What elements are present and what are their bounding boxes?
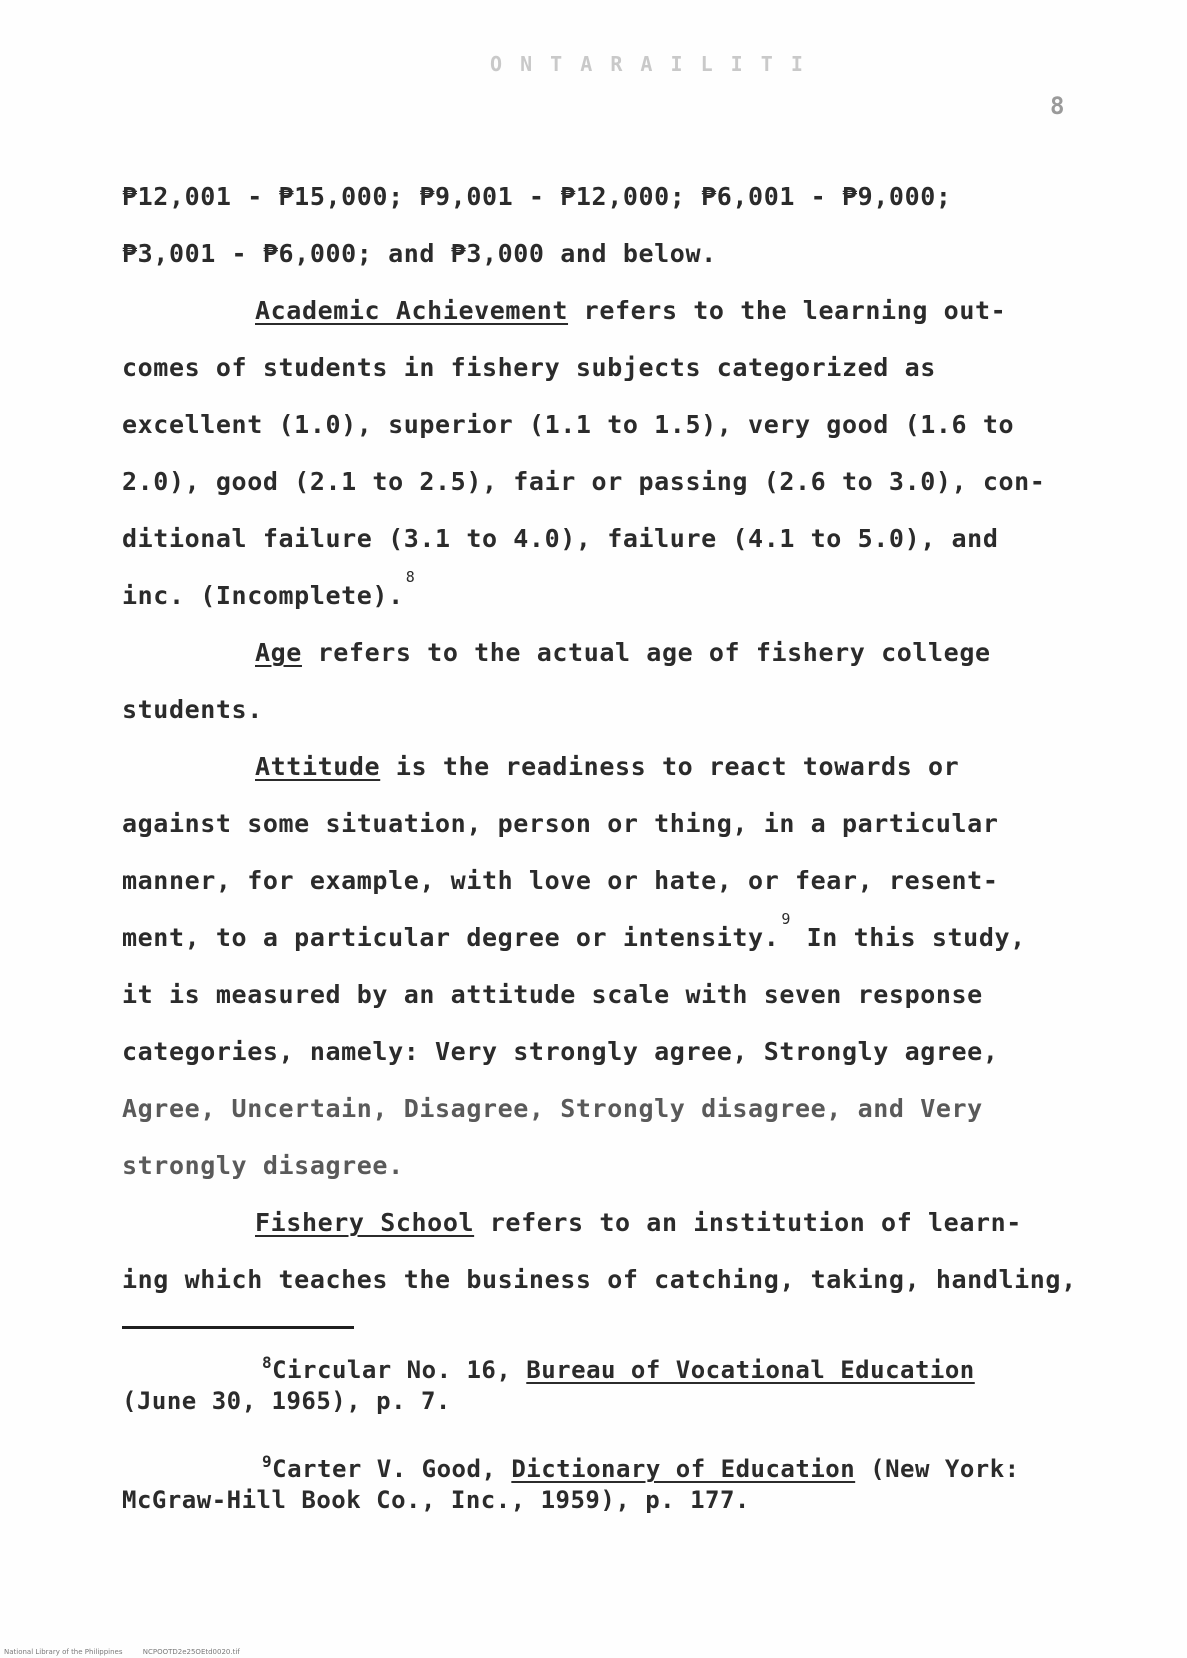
footer-library: National Library of the Philippines <box>4 1648 123 1656</box>
definition-age: Age refers to the actual age of fishery college <box>255 638 991 667</box>
text-line: categories, namely: Very strongly agree, Strongly agree, <box>122 1037 999 1066</box>
footnote-8: $^8$Circular No. 16, Bureau of Vocational Education <box>262 1353 975 1384</box>
text-line: inc. (Incomplete).$^8$ <box>122 568 416 610</box>
footnote-ref-8: 8 <box>405 568 416 586</box>
term-attitude: Attitude <box>255 752 381 781</box>
definition-fishery-school: Fishery School refers to an institution of learn- <box>255 1208 1022 1237</box>
footnote-9: $^9$Carter V. Good, Dictionary of Education (New York: <box>262 1452 1020 1483</box>
text-line: ing which teaches the business of catching, taking, handling, <box>122 1265 1077 1294</box>
term-academic-achievement: Academic Achievement <box>255 296 569 325</box>
text-line: excellent (1.0), superior (1.1 to 1.5), very good (1.6 to <box>122 410 1015 439</box>
definition-academic-achievement: Academic Achievement refers to the learning out- <box>255 296 1007 325</box>
page-number: 8 <box>1050 92 1065 120</box>
text-line: students. <box>122 695 263 724</box>
text-line: against some situation, person or thing, in a particular <box>122 809 999 838</box>
body-text <box>122 168 1082 1308</box>
text-line: comes of students in fishery subjects categorized as <box>122 353 936 382</box>
footnote-8-title: Bureau of Vocational Education <box>526 1356 975 1384</box>
footnote-9-cont: McGraw-Hill Book Co., Inc., 1959), p. 177. <box>122 1486 750 1514</box>
text-line: Agree, Uncertain, Disagree, Strongly disagree, and Very <box>122 1094 983 1123</box>
footnote-ref-9: 9 <box>781 910 791 928</box>
text-line: ₱3,001 - ₱6,000; and ₱3,000 and below. <box>122 239 717 268</box>
text-line: ment, to a particular degree or intensity.$^9$ In this study, <box>122 910 1026 952</box>
text-line: ₱12,001 - ₱15,000; ₱9,001 - ₱12,000; ₱6,001 - ₱9,000; <box>122 182 952 211</box>
text-line: manner, for example, with love or hate, or fear, resent- <box>122 866 999 895</box>
text-line: ditional failure (3.1 to 4.0), failure (4.1 to 5.0), and <box>122 524 999 553</box>
footnote-9-title: Dictionary of Education <box>511 1455 856 1483</box>
text-line: strongly disagree. <box>122 1151 404 1180</box>
footnote-8-cont: (June 30, 1965), p. 7. <box>122 1387 451 1415</box>
footnote-divider <box>122 1326 354 1329</box>
text-line: it is measured by an attitude scale with seven response <box>122 980 983 1009</box>
footnote-spacer <box>122 1415 1082 1455</box>
term-age: Age <box>255 638 302 667</box>
scan-footer <box>4 1648 258 1656</box>
footer-file-id: NCPOOTD2e25OEtd0020.tif <box>142 1648 240 1656</box>
footnotes <box>122 1353 1082 1514</box>
faint-stamp: O N T A R A I L I T I <box>490 52 806 76</box>
text-line: 2.0), good (2.1 to 2.5), fair or passing (2.6 to 3.0), con- <box>122 467 1046 496</box>
definition-attitude: Attitude is the readiness to react towards or <box>255 752 960 781</box>
term-fishery-school: Fishery School <box>255 1208 475 1237</box>
